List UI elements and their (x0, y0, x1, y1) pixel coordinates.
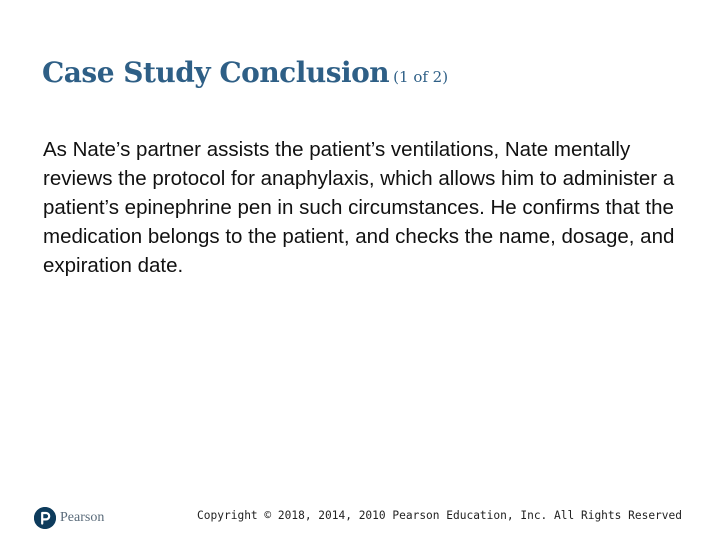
copyright-notice: Copyright © 2018, 2014, 2010 Pearson Education, Inc. All Rights Reserved (197, 509, 682, 522)
slide-title-page-indicator: (1 of 2) (393, 68, 449, 86)
slide-title-text: Case Study Conclusion (42, 56, 390, 89)
slide-body-text: As Nate’s partner assists the patient’s ventilations, Nate mentally reviews the protocol for anaphylaxis, which allows him to administer a patient’s epinephrine pen in such circumstances. He confirms that the medication belongs to the patient, and checks the name, dosage, and expiration date. (43, 138, 675, 277)
pearson-p-icon (34, 507, 56, 529)
pearson-logo (34, 505, 104, 531)
pearson-logo-wordmark: Pearson (60, 510, 105, 525)
slide-title (42, 56, 448, 89)
